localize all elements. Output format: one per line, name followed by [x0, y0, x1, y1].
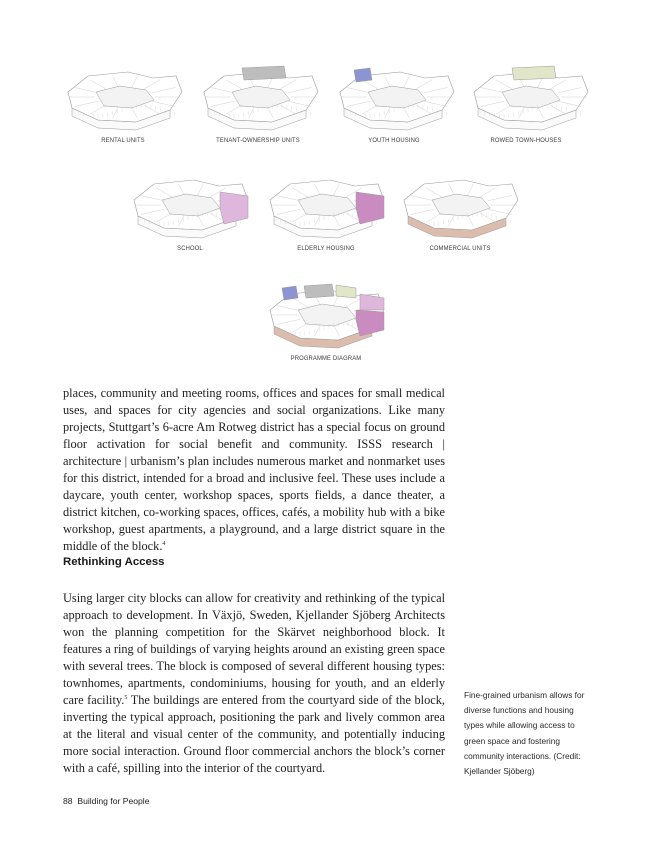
diagram-caption: ROWED TOWN-HOUSES	[490, 137, 562, 144]
diagram-caption: ELDERLY HOUSING	[297, 245, 355, 252]
block-massing-diagram	[394, 170, 526, 245]
page-footer	[63, 796, 149, 806]
diagram-caption: YOUTH HOUSING	[368, 137, 420, 144]
figure-side-caption: Fine-grained urbanism allows for diverse functions and housing types while allowing access to green space and fostering community interactions. (Credit: Kjellander Sjöberg)	[464, 690, 585, 777]
diagram-caption: PROGRAMME DIAGRAM	[290, 355, 362, 362]
page-number: 88	[63, 796, 73, 806]
footnote-4: 4	[162, 540, 166, 547]
block-massing-diagram	[330, 62, 462, 137]
diagram-caption: SCHOOL	[177, 245, 203, 252]
body-paragraph-2: Using larger city blocks can allow for creativity and rethinking of the typical approach to development. In Växjö, Sweden, Kjellander Sjöberg Architects won the planning competition for the Skärvet neighborhood block. It features a ring of buildings of varying heights around an existing green space with several trees. The block is composed of several different housing types: townhomes, apartments, condominiums, housing for youth, and an elderly care facility.$^5$ The buildings are entered from the courtyard side of the block, inverting the typical approach, positioning the park and lively common area at the literal and visual center of the community, and potentially inducing more social interaction. Ground floor commercial anchors the block’s corner with a café, spilling into the interior of the courtyard.	[63, 591, 445, 775]
footnote-5: 5	[124, 694, 128, 701]
diagram-caption: COMMERCIAL UNITS	[429, 245, 491, 252]
diagram-caption: TENANT-OWNERSHIP UNITS	[216, 137, 300, 144]
block-massing-diagram	[260, 170, 392, 245]
body-paragraph-1: places, community and meeting rooms, offices and spaces for small medical uses, and spaces for city agencies and social organizations. Like many projects, Stuttgart’s 6-acre Am Rotweg district has a special focus on ground floor activation for social benefit and community. ISSS research | architecture | urbanism’s plan includes numerous market and nonmarket uses for this district, intended for a broad and inclusive feel. These uses include a daycare, youth center, workshop spaces, sports fields, a dance theater, a district kitchen, co-working spaces, offices, cafés, a mobility hub with a bike workshop, guest apartments, a playground, and a large district square in the middle of the block.$^4$	[63, 386, 445, 553]
block-massing-diagram	[58, 62, 190, 137]
diagram-caption: RENTAL UNITS	[101, 137, 145, 144]
running-title: Building for People	[77, 796, 150, 806]
block-massing-diagram	[260, 280, 392, 355]
section-heading: Rethinking Access	[63, 556, 165, 568]
block-massing-diagram	[464, 62, 596, 137]
block-massing-diagram	[194, 62, 326, 137]
block-massing-diagram	[124, 170, 256, 245]
